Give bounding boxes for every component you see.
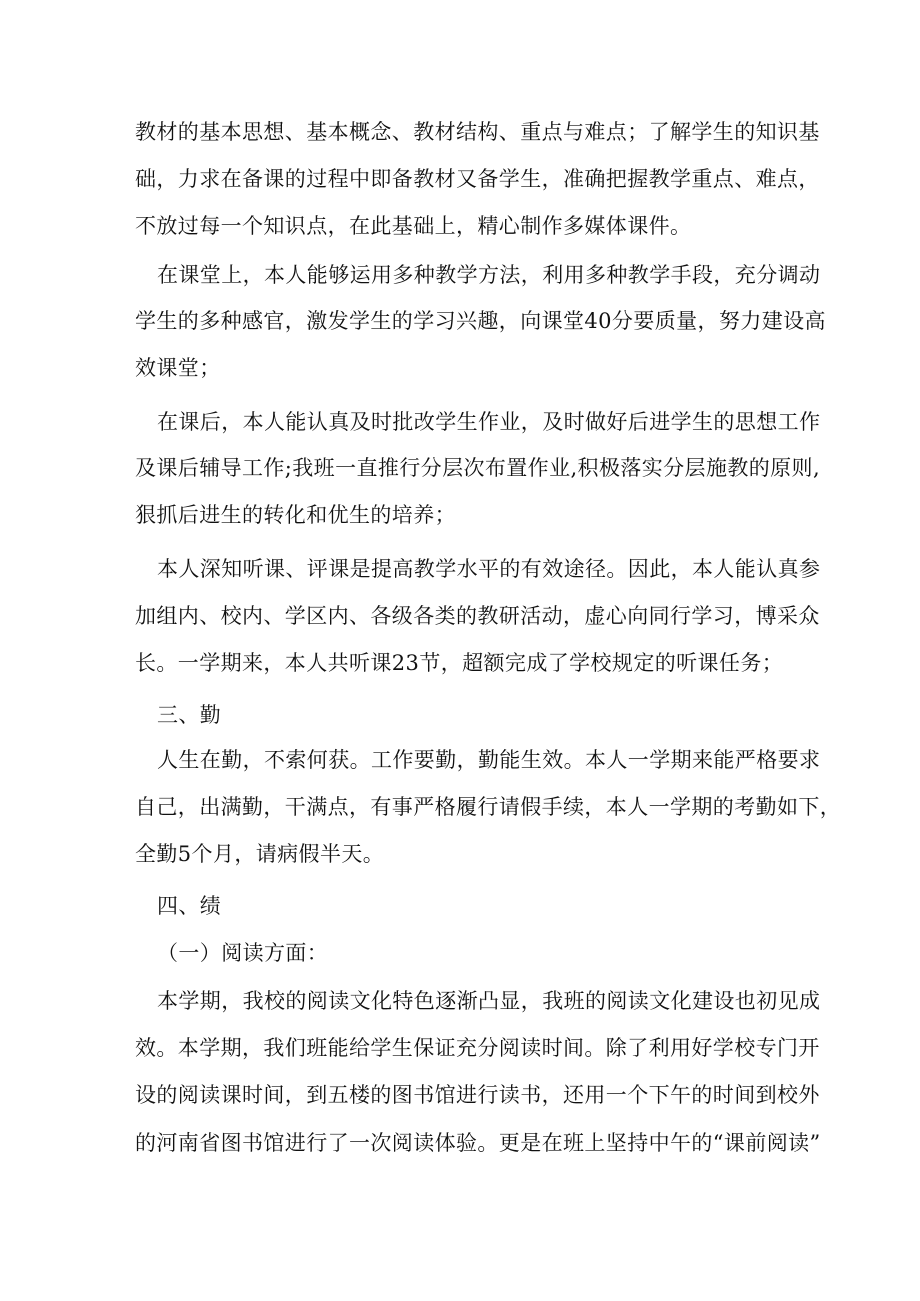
paragraph-line: 人生在勤，不索何获。工作要勤，勤能生效。本人一学期来能严格要求 [157, 748, 821, 772]
paragraph-line: 在课堂上，本人能够运用多种教学方法，利用多种教学手段，充分调动 [157, 263, 821, 287]
subsection-heading: （一）阅读方面： [157, 941, 329, 965]
paragraph-line: 自己，出满勤，干满点，有事严格履行请假手续，本人一学期的考勤如下， [135, 795, 842, 819]
section-heading: 三、勤 [157, 703, 222, 727]
paragraph-line: 长。一学期来，本人共听课23节，超额完成了学校规定的听课任务； [135, 651, 784, 675]
paragraph-line: 础，力求在备课的过程中即备教材又备学生，准确把握教学重点、难点， [135, 167, 820, 191]
paragraph-line: 在课后，本人能认真及时批改学生作业，及时做好后进学生的思想工作 [157, 410, 821, 434]
paragraph-line: 及课后辅导工作;我班一直推行分层次布置作业,积极落实分层施教的原则, [135, 456, 821, 480]
paragraph-line: 本人深知听课、评课是提高教学水平的有效途径。因此，本人能认真参 [157, 557, 821, 581]
paragraph-line: 效。本学期，我们班能给学生保证充分阅读时间。除了利用好学校专门开 [135, 1036, 820, 1060]
paragraph-line: 设的阅读课时间，到五楼的图书馆进行读书，还用一个下午的时间到校外 [135, 1083, 820, 1107]
paragraph-line: 效课堂； [135, 356, 221, 380]
paragraph-line: 的河南省图书馆进行了一次阅读体验。更是在班上坚持中午的“课前阅读” [135, 1131, 821, 1155]
paragraph-line: 本学期，我校的阅读文化特色逐渐凸显，我班的阅读文化建设也初见成 [157, 989, 821, 1013]
paragraph-line: 加组内、校内、学区内、各级各类的教研活动，虚心向同行学习，博采众 [135, 604, 820, 628]
paragraph-line: 不放过每一个知识点，在此基础上，精心制作多媒体课件。 [135, 214, 692, 238]
paragraph-line: 全勤5个月，请病假半天。 [135, 842, 385, 866]
section-heading: 四、绩 [157, 894, 222, 918]
paragraph-line: 学生的多种感官，激发学生的学习兴趣，向课堂40分要质量，努力建设高 [135, 309, 826, 333]
paragraph-line: 狠抓后进生的转化和优生的培养； [135, 503, 456, 527]
paragraph-line: 教材的基本思想、基本概念、教材结构、重点与难点；了解学生的知识基 [135, 120, 820, 144]
